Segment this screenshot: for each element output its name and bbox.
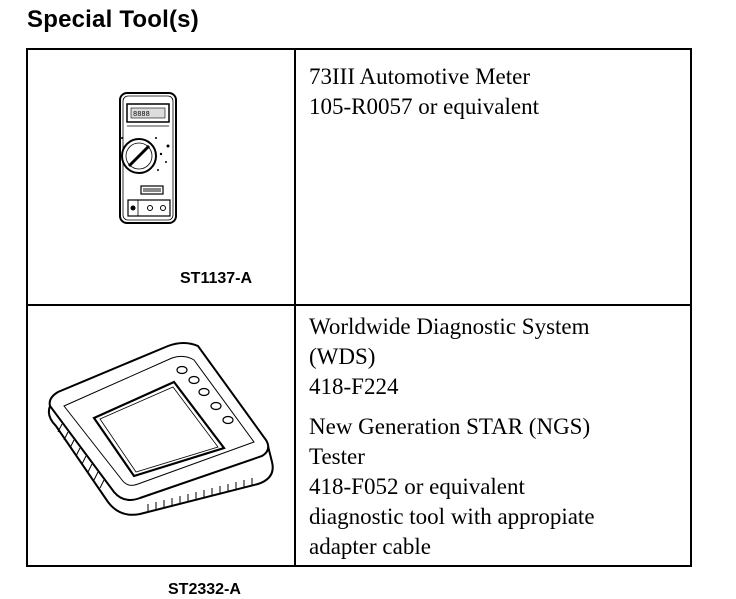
tool-note: adapter cable (309, 534, 431, 559)
tool-image-cell (28, 306, 296, 598)
special-tools-table (26, 48, 692, 598)
tool-name-abbrev: (WDS) (309, 344, 376, 369)
tool-row (28, 306, 690, 598)
svg-text:8888: 8888 (133, 111, 150, 119)
page-heading: Special Tool(s) (27, 6, 199, 33)
tool-note: diagnostic tool with appropiate (309, 504, 595, 529)
tool-name: New Generation STAR (NGS) (309, 414, 591, 439)
tool-description (298, 306, 690, 565)
tool-part-number: 418-F224 (309, 374, 399, 399)
tool-image-cell (28, 50, 296, 304)
tool-name-cont: Tester (309, 444, 365, 469)
tool-code: ST1137-A (180, 270, 253, 287)
tool-part-number: 418-F052 or equivalent (309, 474, 525, 499)
tool-row (28, 50, 690, 306)
tool-description (298, 50, 690, 304)
automotive-meter-icon (28, 50, 296, 302)
diagnostic-tablet-icon (28, 306, 296, 565)
tool-name: 73III Automotive Meter (309, 64, 531, 89)
tool-code: ST2332-A (168, 581, 241, 598)
tool-part-number: 105-R0057 or equivalent (309, 94, 539, 119)
tool-name: Worldwide Diagnostic System (309, 314, 590, 339)
